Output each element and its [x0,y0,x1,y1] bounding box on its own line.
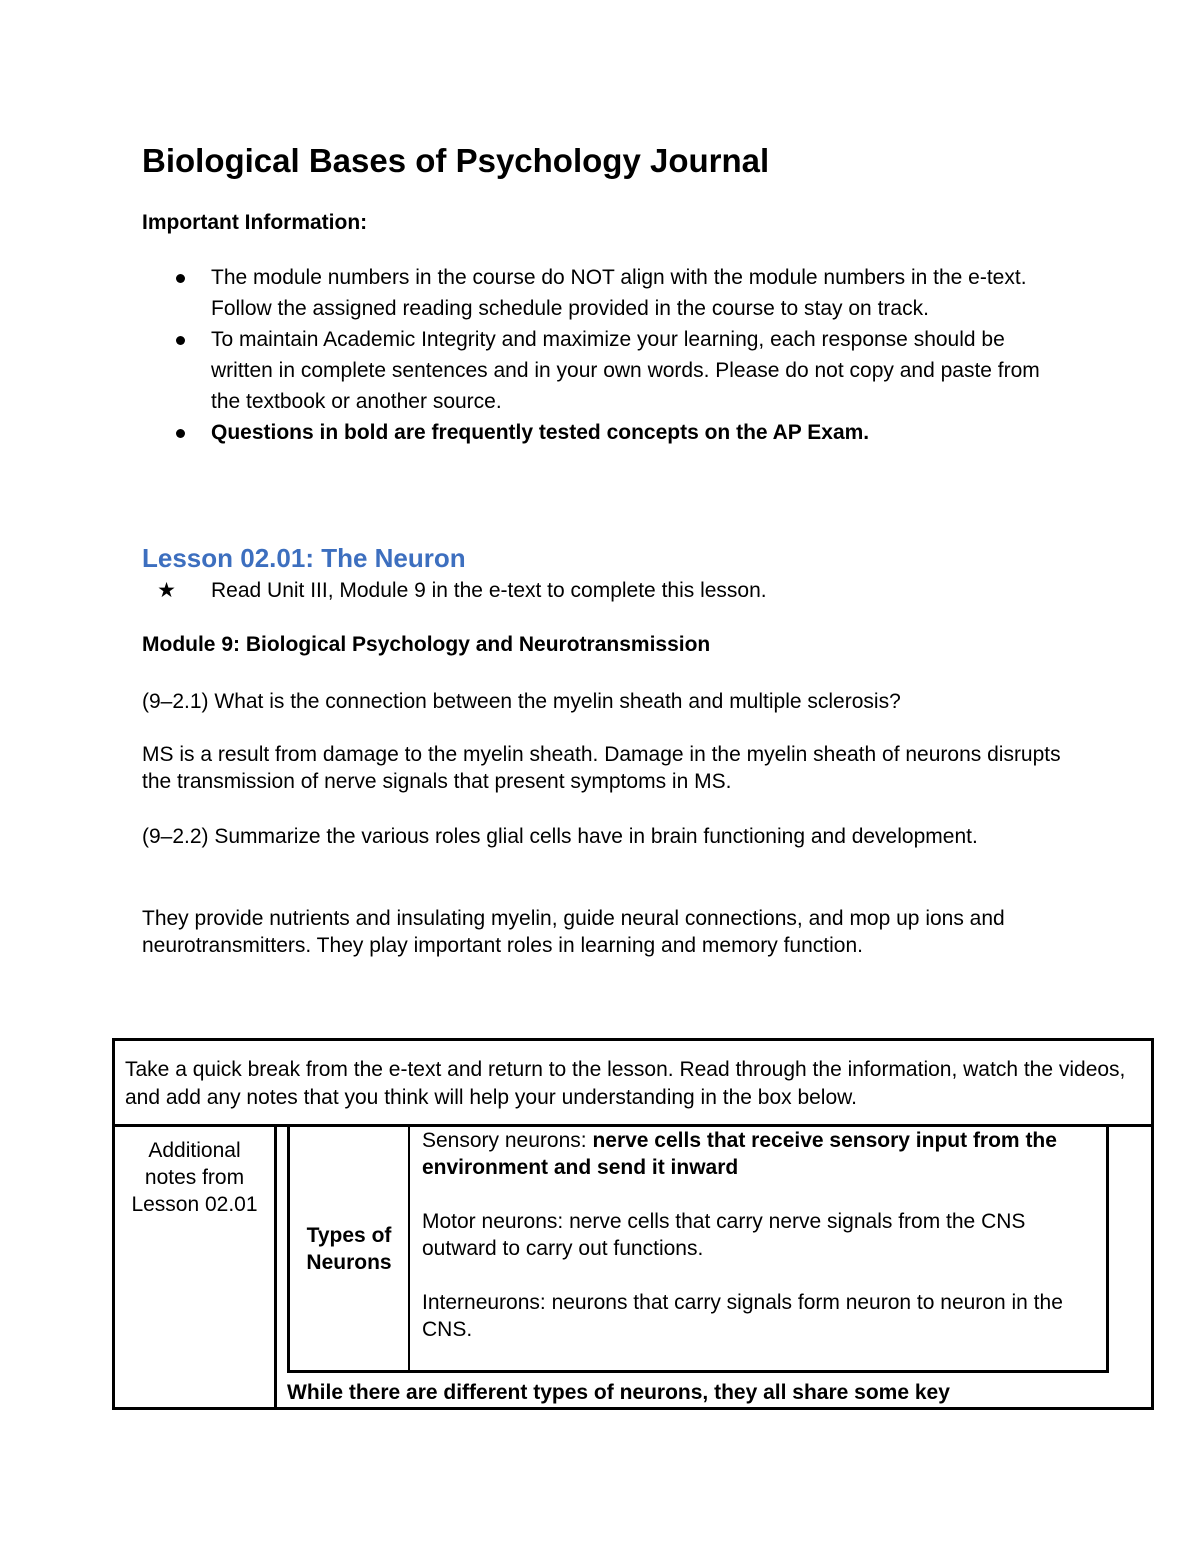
question-9-2-1: (9–2.1) What is the connection between the myelin sheath and multiple sclerosis? [142,690,901,713]
question-9-2-2: (9–2.2) Summarize the various roles glial cells have in brain functioning and development. [142,825,978,848]
types-of-neurons-label [290,1127,410,1370]
motor-neurons-note: Motor neurons: nerve cells that carry nerve signals from the CNS outward to carry out functions. [422,1210,1026,1260]
sensory-neurons-note [422,1127,1098,1181]
list-item [142,417,1062,448]
sensory-neurons-definition: nerve cells that receive sensory input from the environment and send it inward [422,1129,1057,1179]
list-item-text: The module numbers in the course do NOT align with the module numbers in the e-text. Follow the assigned reading schedule provided in the course to stay on track. [211,266,1027,320]
important-heading: Important Information: [142,211,368,234]
answer-9-2-1: MS is a result from damage to the myelin sheath. Damage in the myelin sheath of neurons disrupts the transmission of nerve signals that present symptoms in MS. [142,743,1061,793]
reading-instruction-text: Read Unit III, Module 9 in the e-text to complete this lesson. [211,579,767,602]
neurons-shared-features-text: While there are different types of neurons, they all share some key [287,1381,950,1404]
notes-table [112,1038,1154,1410]
neuron-types-table [287,1127,1109,1373]
important-list [142,262,1062,448]
star-icon: ★ [157,579,176,602]
interneurons-note: Interneurons: neurons that carry signals form neuron to neuron in the CNS. [422,1291,1063,1341]
list-item [142,324,1062,417]
neuron-types-notes[interactable] [412,1127,1106,1370]
lesson-title: Lesson 02.01: The Neuron [142,543,466,573]
module-heading: Module 9: Biological Psychology and Neurotransmission [142,633,711,656]
bullet-icon [176,336,185,345]
additional-notes-label: Additional notes from Lesson 02.01 [115,1127,277,1407]
answer-9-2-2: They provide nutrients and insulating myelin, guide neural connections, and mop up ions and neurotransmitters. They play important roles in learning and memory function. [142,907,1005,957]
bullet-icon [176,429,185,438]
types-of-neurons-text: Types of Neurons [306,1223,392,1274]
table-intro: Take a quick break from the e-text and return to the lesson. Read through the information, watch the videos, and add any notes that you think will help your understanding in the box below. [115,1041,1151,1127]
list-item [142,262,1062,324]
reading-instruction [142,578,767,603]
list-item-text: Questions in bold are frequently tested concepts on the AP Exam. [211,421,870,444]
list-item-text: To maintain Academic Integrity and maximize your learning, each response should be written in complete sentences and in your own words. Please do not copy and paste from the textbook or another source. [211,328,1040,413]
sensory-neurons-term: Sensory neurons: [422,1129,593,1152]
bullet-icon [176,274,185,283]
page-title: Biological Bases of Psychology Journal [142,142,770,179]
